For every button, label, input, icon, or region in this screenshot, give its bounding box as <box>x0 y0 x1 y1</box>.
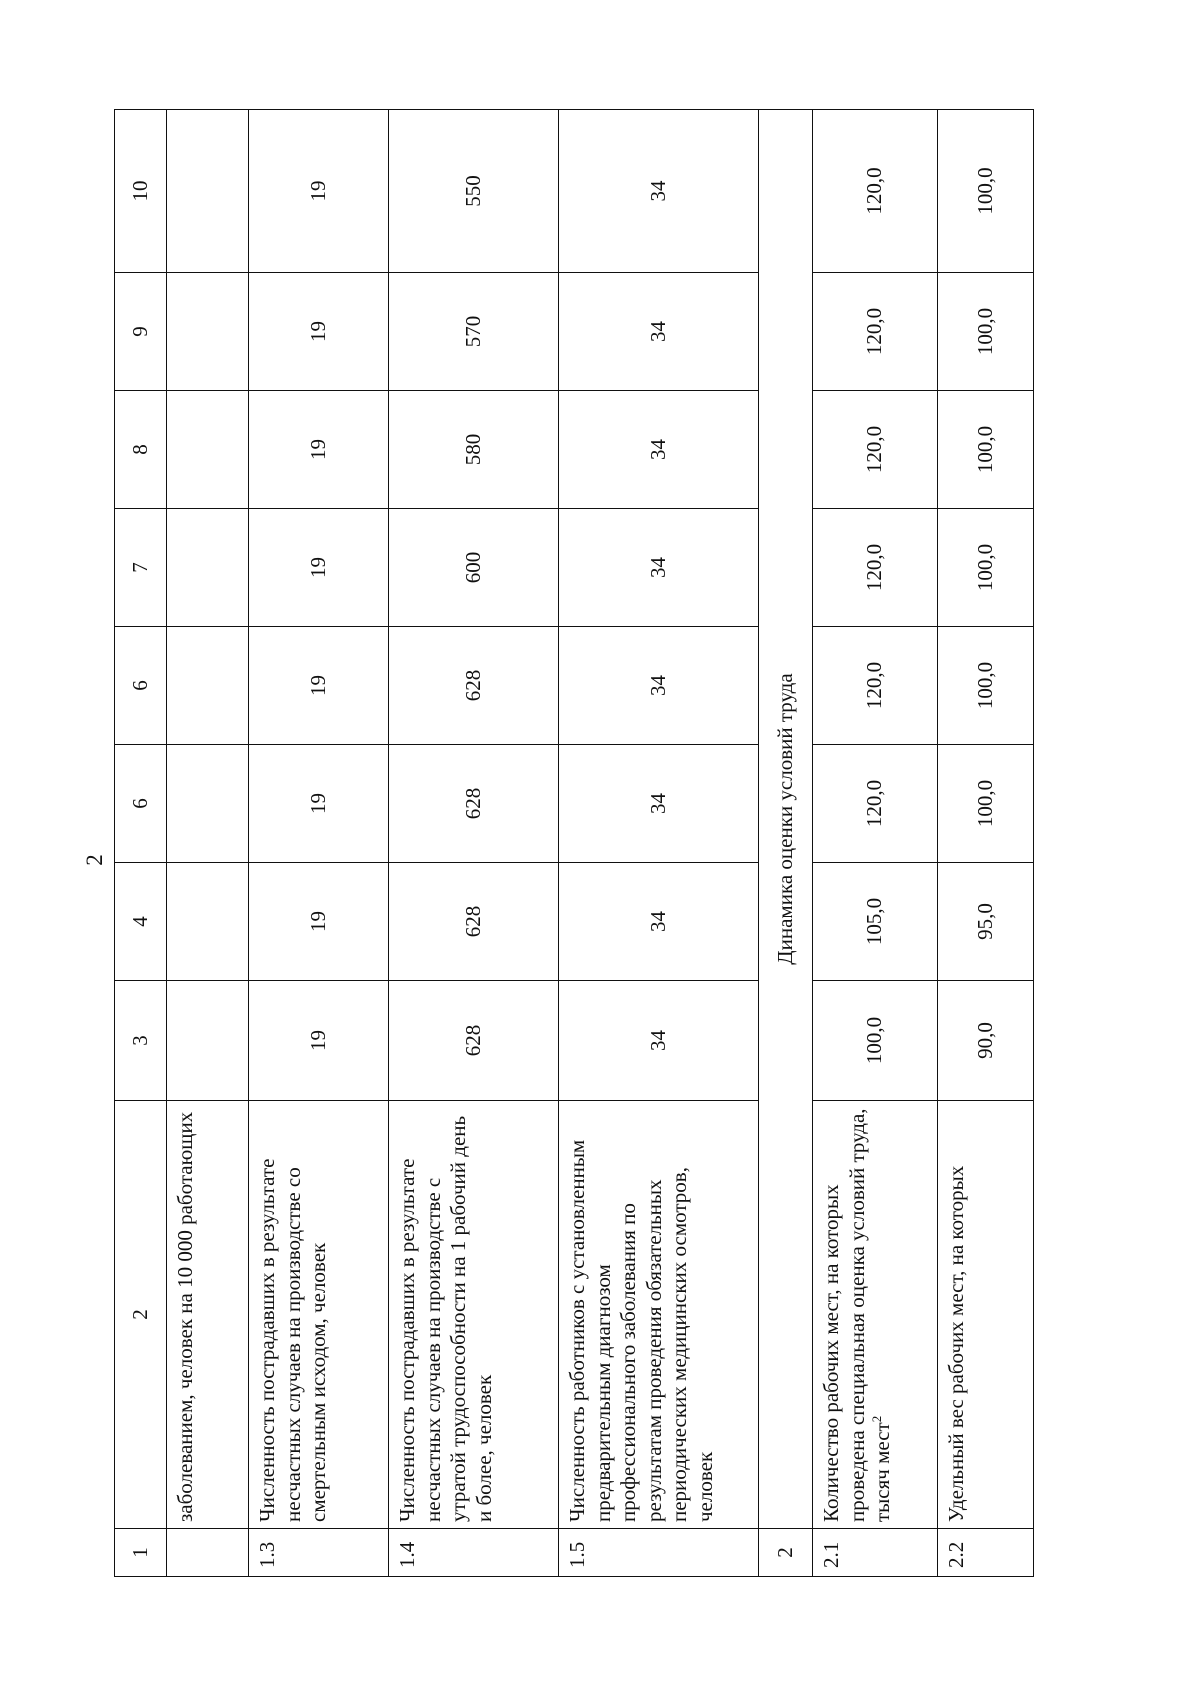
value-cell: 19 <box>249 391 389 509</box>
header-cell: 3 <box>115 981 167 1101</box>
row-text: Количество рабочих мест, на которых проведена специальная оценка условий труда, тысяч мест <box>819 1108 895 1522</box>
row-number <box>167 1529 249 1577</box>
row-indicator-text: Численность пострадавших в результате несчастных случаев на производстве со смертельным исходом, человек <box>249 1101 389 1529</box>
value-cell: 628 <box>389 745 559 863</box>
table-row <box>938 110 1034 1577</box>
value-cell: 19 <box>249 981 389 1101</box>
header-cell: 6 <box>115 627 167 745</box>
value-cell: 19 <box>249 110 389 273</box>
table-row <box>389 110 559 1577</box>
row-indicator-text: Численность пострадавших в результате несчастных случаев на производстве с утратой трудоспособности на 1 рабочий день и более, человек <box>389 1101 559 1529</box>
value-cell: 120,0 <box>813 110 938 273</box>
table-row <box>249 110 389 1577</box>
value-cell: 120,0 <box>813 627 938 745</box>
value-cell <box>167 110 249 273</box>
value-cell <box>167 863 249 981</box>
value-cell: 19 <box>249 273 389 391</box>
value-cell <box>167 273 249 391</box>
section-row <box>759 110 813 1577</box>
value-cell: 120,0 <box>813 509 938 627</box>
footnote-mark: 2 <box>869 1415 885 1423</box>
value-cell: 105,0 <box>813 863 938 981</box>
table-row <box>167 110 249 1577</box>
value-cell: 19 <box>249 627 389 745</box>
value-cell: 100,0 <box>938 745 1034 863</box>
value-cell: 570 <box>389 273 559 391</box>
row-indicator-text: заболеванием, человек на 10 000 работающих <box>167 1101 249 1529</box>
value-cell: 100,0 <box>938 391 1034 509</box>
row-number: 1.3 <box>249 1529 389 1577</box>
row-indicator-text: Численность работников с установленным предварительным диагнозом профессионального заболевания по результатам проведения обязательных периодических медицинских осмотров, человек <box>559 1101 759 1529</box>
value-cell: 34 <box>559 981 759 1101</box>
row-indicator-text <box>813 1101 938 1529</box>
value-cell: 19 <box>249 863 389 981</box>
row-indicator-text: Удельный вес рабочих мест, на которых <box>938 1101 1034 1529</box>
header-cell: 2 <box>115 1101 167 1529</box>
section-title: Динамика оценки условий труда <box>759 110 813 1529</box>
row-number: 1.4 <box>389 1529 559 1577</box>
value-cell: 100,0 <box>938 627 1034 745</box>
value-cell <box>167 509 249 627</box>
header-cell: 9 <box>115 273 167 391</box>
value-cell: 34 <box>559 627 759 745</box>
value-cell <box>167 981 249 1101</box>
row-number: 2.2 <box>938 1529 1034 1577</box>
value-cell: 600 <box>389 509 559 627</box>
value-cell: 34 <box>559 110 759 273</box>
indicators-table <box>114 109 1034 1577</box>
header-cell: 4 <box>115 863 167 981</box>
value-cell: 120,0 <box>813 745 938 863</box>
value-cell: 34 <box>559 273 759 391</box>
value-cell: 628 <box>389 627 559 745</box>
header-cell: 7 <box>115 509 167 627</box>
section-number: 2 <box>759 1529 813 1577</box>
value-cell: 90,0 <box>938 981 1034 1101</box>
header-cell: 1 <box>115 1529 167 1577</box>
table-wrapper <box>114 110 1033 1577</box>
value-cell: 120,0 <box>813 273 938 391</box>
value-cell: 120,0 <box>813 391 938 509</box>
value-cell: 95,0 <box>938 863 1034 981</box>
value-cell: 550 <box>389 110 559 273</box>
row-number: 1.5 <box>559 1529 759 1577</box>
value-cell: 628 <box>389 981 559 1101</box>
value-cell: 19 <box>249 745 389 863</box>
value-cell: 628 <box>389 863 559 981</box>
value-cell: 34 <box>559 509 759 627</box>
table-row <box>559 110 759 1577</box>
value-cell: 100,0 <box>938 509 1034 627</box>
value-cell: 34 <box>559 745 759 863</box>
value-cell: 100,0 <box>938 273 1034 391</box>
value-cell: 580 <box>389 391 559 509</box>
value-cell: 100,0 <box>813 981 938 1101</box>
page-number: 2 <box>82 854 107 866</box>
header-cell: 10 <box>115 110 167 273</box>
value-cell: 19 <box>249 509 389 627</box>
header-cell: 6 <box>115 745 167 863</box>
row-number: 2.1 <box>813 1529 938 1577</box>
header-cell: 8 <box>115 391 167 509</box>
value-cell: 100,0 <box>938 110 1034 273</box>
table-row <box>813 110 938 1577</box>
header-row <box>115 110 167 1577</box>
value-cell <box>167 391 249 509</box>
value-cell <box>167 627 249 745</box>
value-cell: 34 <box>559 863 759 981</box>
value-cell <box>167 745 249 863</box>
value-cell: 34 <box>559 391 759 509</box>
